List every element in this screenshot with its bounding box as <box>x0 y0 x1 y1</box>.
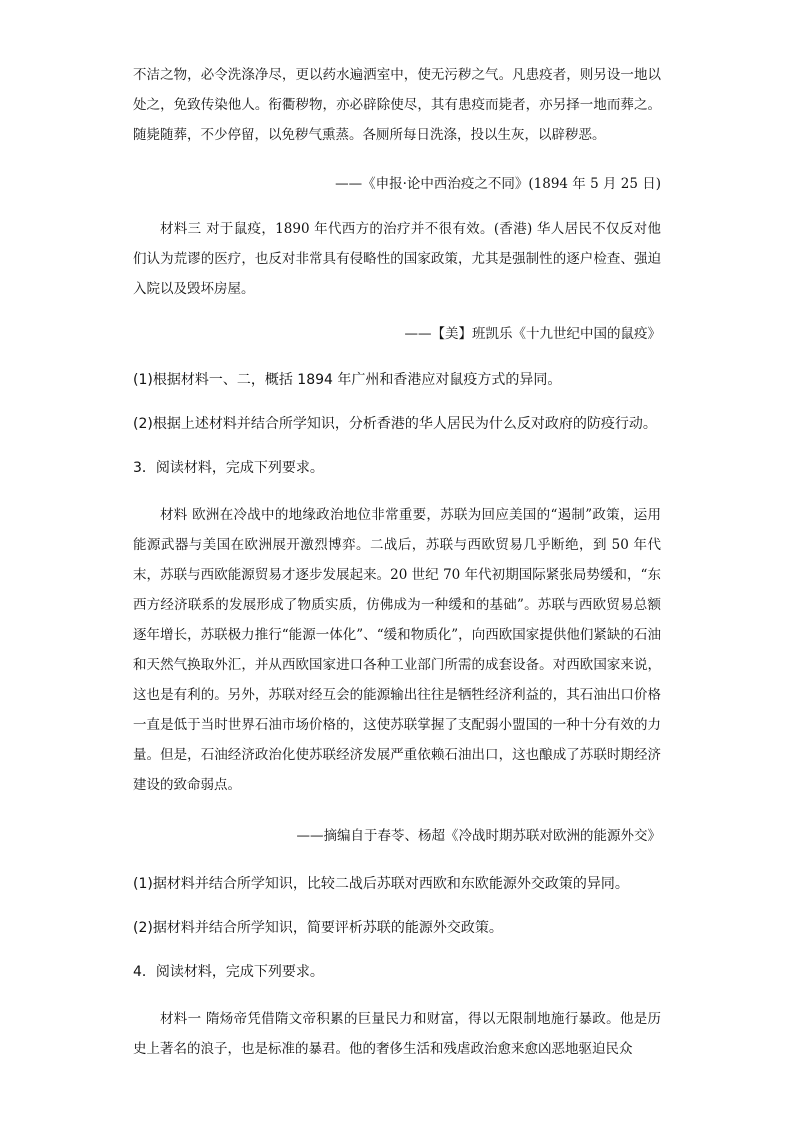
section-3-heading: 3．阅读材料，完成下列要求。 <box>133 460 324 476</box>
section-3-source: ——摘编自于春苓、杨超《冷战时期苏联对欧洲的能源外交》 <box>296 828 661 844</box>
material-three-text: 材料三 对于鼠疫，1890 年代西方的治疗并不很有效。(香港) 华人居民不仅反对他们认为荒谬的医疗，也反对非常具有侵略性的国家政策，尤其是强制性的逐户检查、强迫入院以及毁坏房屋。 <box>133 221 661 297</box>
material-quarantine-source: ——《申报·论中西治疫之不同》(1894 年 5 月 25 日) <box>335 176 661 192</box>
question-2-1: (1)根据材料一、二，概括 1894 年广州和香港应对鼠疫方式的异同。 <box>133 372 562 388</box>
section-3-material: 材料 欧洲在冷战中的地缘政治地位非常重要，苏联为回应美国的“遏制”政策，运用能源武器与美国在欧洲展开激烈博弈。二战后，苏联与西欧贸易几乎断绝，到 50 年代末，苏联与西欧能源贸易才逐步发展起来。20 世纪 70 年代初期国际紧张局势缓和，“东西方经济联系的发展形成了物质实质，仿佛成为一种缓和的基础”。苏联与西欧贸易总额逐年增长，苏联极力推行“能源一体化”、“缓和物质化”，向西欧国家提供他们紧缺的石油和天然气换取外汇，并从西欧国家进口各种工业部门所需的成套设备。对西欧国家来说，这也是有利的。另外，苏联对经互会的能源输出往往是牺牲经济利益的，其石油出口价格一直是低于当时世界石油市场价格的，这使苏联掌握了支配弱小盟国的一种十分有效的力量。但是，石油经济政治化使苏联经济发展严重依赖石油出口，这也酿成了苏联时期经济建设的致命弱点。 <box>133 507 661 793</box>
section-4-material: 材料一 隋炀帝凭借隋文帝积累的巨量民力和财富，得以无限制地施行暴政。他是历史上著名的浪子，也是标准的暴君。他的奢侈生活和残虐政治愈来愈凶恶地驱迫民众 <box>133 1011 661 1057</box>
material-three-source: ——【美】班凯乐《十九世纪中国的鼠疫》 <box>404 326 661 342</box>
section-4-heading: 4．阅读材料，完成下列要求。 <box>133 964 324 980</box>
material-quarantine-text: 不洁之物，必令洗涤净尽，更以药水遍洒室中，使无污秽之气。凡患疫者，则另设一地以处之，免致传染他人。衔衢秽物，亦必辟除使尽，其有患疫而毙者，亦另择一地而葬之。随毙随葬，不少停留，以免秽气熏蒸。各厕所每日洗涤，投以生灰，以辟秽恶。 <box>133 67 661 143</box>
question-3-1: (1)据材料并结合所学知识，比较二战后苏联对西欧和东欧能源外交政策的异同。 <box>133 876 629 892</box>
question-3-2: (2)据材料并结合所学知识，简要评析苏联的能源外交政策。 <box>133 920 503 936</box>
question-2-2: (2)根据上述材料并结合所学知识，分析香港的华人居民为什么反对政府的防疫行动。 <box>133 416 657 432</box>
